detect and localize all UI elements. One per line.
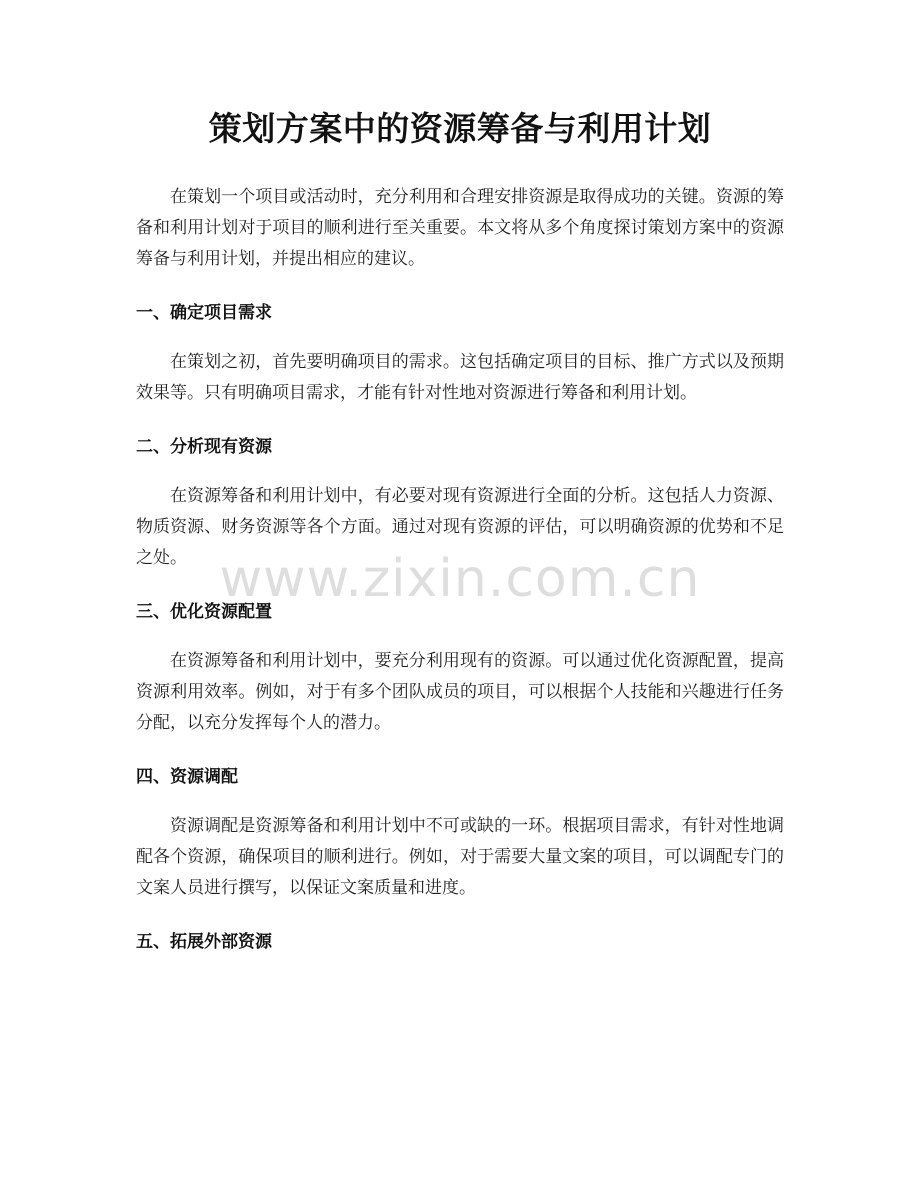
section-body-2: 在资源筹备和利用计划中，有必要对现有资源进行全面的分析。这包括人力资源、物质资源、财务资源等各个方面。通过对现有资源的评估，可以明确资源的优势和不足之处。	[136, 486, 784, 568]
section-heading-5: 五、拓展外部资源	[136, 932, 272, 952]
watermark: www.zixin.com.cn	[219, 549, 701, 609]
section-heading-3: 三、优化资源配置	[136, 602, 272, 622]
section-body-4: 资源调配是资源筹备和利用计划中不可或缺的一环。根据项目需求，有针对性地调配各个资源，确保项目的顺利进行。例如，对于需要大量文案的项目，可以调配专门的文案人员进行撰写，以保证文案质量和进度。	[136, 816, 784, 898]
section-body-1: 在策划之初，首先要明确项目的需求。这包括确定项目的目标、推广方式以及预期效果等。只有明确项目需求，才能有针对性地对资源进行筹备和利用计划。	[136, 352, 784, 403]
section-heading-2: 二、分析现有资源	[136, 437, 272, 457]
document-title: 策划方案中的资源筹备与利用计划	[208, 109, 712, 148]
section-heading-1: 一、确定项目需求	[136, 303, 272, 323]
intro-paragraph: 在策划一个项目或活动时，充分利用和合理安排资源是取得成功的关键。资源的筹备和利用计划对于项目的顺利进行至关重要。本文将从多个角度探讨策划方案中的资源筹备与利用计划，并提出相应的建议。	[136, 187, 784, 269]
section-body-3: 在资源筹备和利用计划中，要充分利用现有的资源。可以通过优化资源配置，提高资源利用效率。例如，对于有多个团队成员的项目，可以根据个人技能和兴趣进行任务分配，以充分发挥每个人的潜力。	[136, 651, 784, 733]
section-heading-4: 四、资源调配	[136, 767, 238, 787]
